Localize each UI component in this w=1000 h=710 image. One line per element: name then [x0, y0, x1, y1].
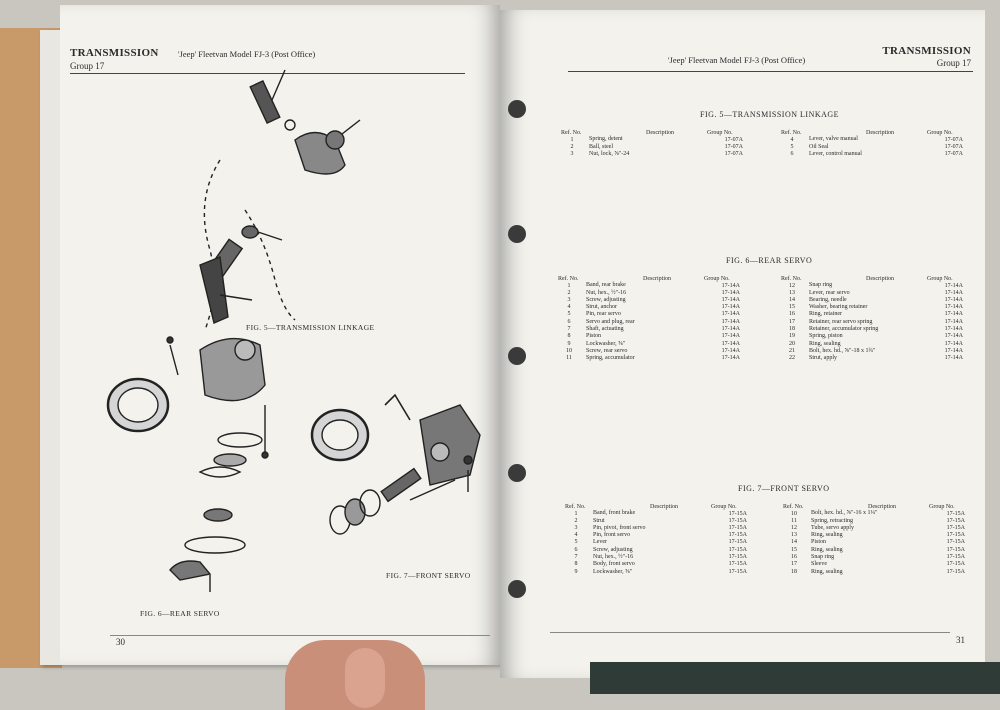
table-row: 6 Servo and plug, rear 17-14A: [567, 318, 740, 325]
table-row: 7 Shaft, actuating 17-14A: [567, 326, 740, 333]
left-page-number: 30: [116, 637, 125, 647]
table-row: 1 Band, rear brake 17-14A: [567, 282, 740, 289]
table-header-row: Ref. No. Description Group No.: [558, 276, 730, 282]
table-row: 2 Strut 17-15A: [574, 517, 747, 524]
table-row: 1 Band, front brake 17-15A: [574, 510, 747, 517]
table-row: 4 Pin, front servo 17-15A: [574, 532, 747, 539]
fig6-parts-table-right: [778, 276, 966, 363]
table-row: 15 Washer, bearing retainer 17-14A: [789, 304, 963, 311]
table-row: 16 Snap ring 17-15A: [791, 554, 965, 561]
left-header-subtitle: 'Jeep' Fleetvan Model FJ-3 (Post Office): [178, 49, 316, 59]
fig5-linkage-drawing: [200, 70, 360, 330]
binder-hole: [508, 225, 526, 243]
fig6-table-title: FIG. 6—REAR SERVO: [726, 256, 813, 265]
fig6-parts-table-left: [555, 276, 743, 363]
col-group: Group No.: [707, 130, 733, 136]
fig7-table-title: FIG. 7—FRONT SERVO: [738, 484, 830, 493]
table-row: 12 Tube, servo apply 17-15A: [791, 524, 965, 531]
fig6-rear-servo-drawing: [108, 337, 268, 592]
table-row: 20 Ring, sealing 17-14A: [789, 340, 963, 347]
table-row: 13 Lever, rear servo 17-14A: [789, 289, 963, 296]
right-header-subtitle: 'Jeep' Fleetvan Model FJ-3 (Post Office): [668, 55, 806, 65]
table-row: 22 Strut, apply 17-14A: [789, 355, 963, 362]
table-row: 6 Screw, adjusting 17-15A: [574, 546, 747, 553]
table-row: 7 Nut, hex., ½"-16 17-15A: [574, 554, 747, 561]
fig7-parts-table-left: [562, 504, 750, 576]
col-desc: Description: [646, 130, 674, 136]
col-ref: Ref. No.: [561, 130, 582, 136]
thumb: [345, 648, 385, 708]
table-row: 5 Pin, rear servo 17-14A: [567, 311, 740, 318]
table-row: 17 Sleeve 17-15A: [791, 561, 965, 568]
table-row: 21 Bolt, hex. hd., ⅝"-18 x 1¾" 17-14A: [789, 347, 963, 354]
binder-hole: [508, 464, 526, 482]
right-header-rule: [568, 71, 973, 72]
right-header-group: Group 17: [936, 58, 971, 68]
table-row: 10 Screw, rear servo 17-14A: [566, 347, 740, 354]
table-row: 10 Bolt, hex. hd., ⅝"-16 x 1¼" 17-15A: [791, 510, 965, 517]
table-row: 2 Ball, steel 17-07A: [570, 143, 743, 150]
binder-hole: [508, 580, 526, 598]
table-row: 4 Lever, valve manual 17-07A: [790, 136, 963, 143]
fig7-parts-table-right: [780, 504, 968, 576]
table-row: 5 Lever 17-15A: [574, 539, 747, 546]
table-row: 9 Lockwasher, ⅝" 17-15A: [574, 568, 747, 575]
table-row: 12 Snap ring 17-14A: [789, 282, 963, 289]
binder-hole: [508, 347, 526, 365]
table-row: 18 Ring, sealing 17-15A: [791, 568, 965, 575]
table-header-row: Ref. No. Description Group No.: [781, 276, 953, 282]
fig5-table-title: FIG. 5—TRANSMISSION LINKAGE: [700, 110, 840, 119]
fig6-caption: FIG. 6—REAR SERVO: [140, 609, 220, 618]
right-header-title: TRANSMISSION: [882, 45, 971, 57]
table-row: 11 Spring, retracting 17-15A: [791, 517, 965, 524]
left-header-group: Group 17: [70, 61, 105, 71]
table-row: 18 Retainer, accumulator spring 17-14A: [789, 326, 963, 333]
table-header-row: Ref. No. Description Group No.: [783, 504, 955, 510]
fig5-parts-table-left: [558, 130, 746, 158]
table-row: 9 Lockwasher, ⅝" 17-14A: [567, 340, 740, 347]
table-row: 6 Lever, control manual 17-07A: [790, 150, 963, 157]
fig7-caption: FIG. 7—FRONT SERVO: [386, 571, 471, 580]
table-header-row: Ref. No. Description Group No.: [565, 504, 737, 510]
table-row: 1 Spring, detent 17-07A: [570, 136, 743, 143]
binder-hole: [508, 100, 526, 118]
table-row: 14 Piston 17-15A: [791, 539, 965, 546]
left-footer-rule: [110, 635, 490, 636]
table-row: 17 Retainer, rear servo spring 17-14A: [789, 318, 963, 325]
fig7-front-servo-drawing: [312, 395, 480, 534]
table-row: 2 Nut, hex., ½"-16 17-14A: [567, 289, 740, 296]
table-header-row: Ref. No. Description Group No.: [781, 130, 953, 136]
table-row: 3 Screw, adjusting 17-14A: [567, 296, 740, 303]
table-row: 4 Strut, anchor 17-14A: [567, 304, 740, 311]
table-row: 13 Ring, sealing 17-15A: [791, 532, 965, 539]
right-page-number: 31: [956, 635, 965, 645]
fig5-parts-table-right: [778, 130, 966, 158]
table-row: 8 Body, front servo 17-15A: [574, 561, 747, 568]
table-row: 14 Bearing, needle 17-14A: [789, 296, 963, 303]
table-row: 5 Oil Seal 17-07A: [790, 143, 963, 150]
binder-edge: [590, 662, 1000, 694]
table-row: 19 Spring, piston 17-14A: [789, 333, 963, 340]
table-row: 16 Ring, retainer 17-14A: [789, 311, 963, 318]
exploded-parts-drawings: [60, 60, 500, 620]
fig5-caption: FIG. 5—TRANSMISSION LINKAGE: [246, 323, 375, 332]
right-page: [500, 10, 985, 678]
left-header-title: TRANSMISSION: [70, 47, 159, 59]
table-row: 3 Pin, pivot, front servo 17-15A: [574, 524, 747, 531]
table-row: 11 Spring, accumulator 17-14A: [566, 355, 740, 362]
table-row: 8 Piston 17-14A: [567, 333, 740, 340]
right-footer-rule: [550, 632, 950, 633]
table-row: 15 Ring, sealing 17-15A: [791, 546, 965, 553]
table-row: 3 Nut, lock, ⅝"-24 17-07A: [570, 150, 743, 157]
